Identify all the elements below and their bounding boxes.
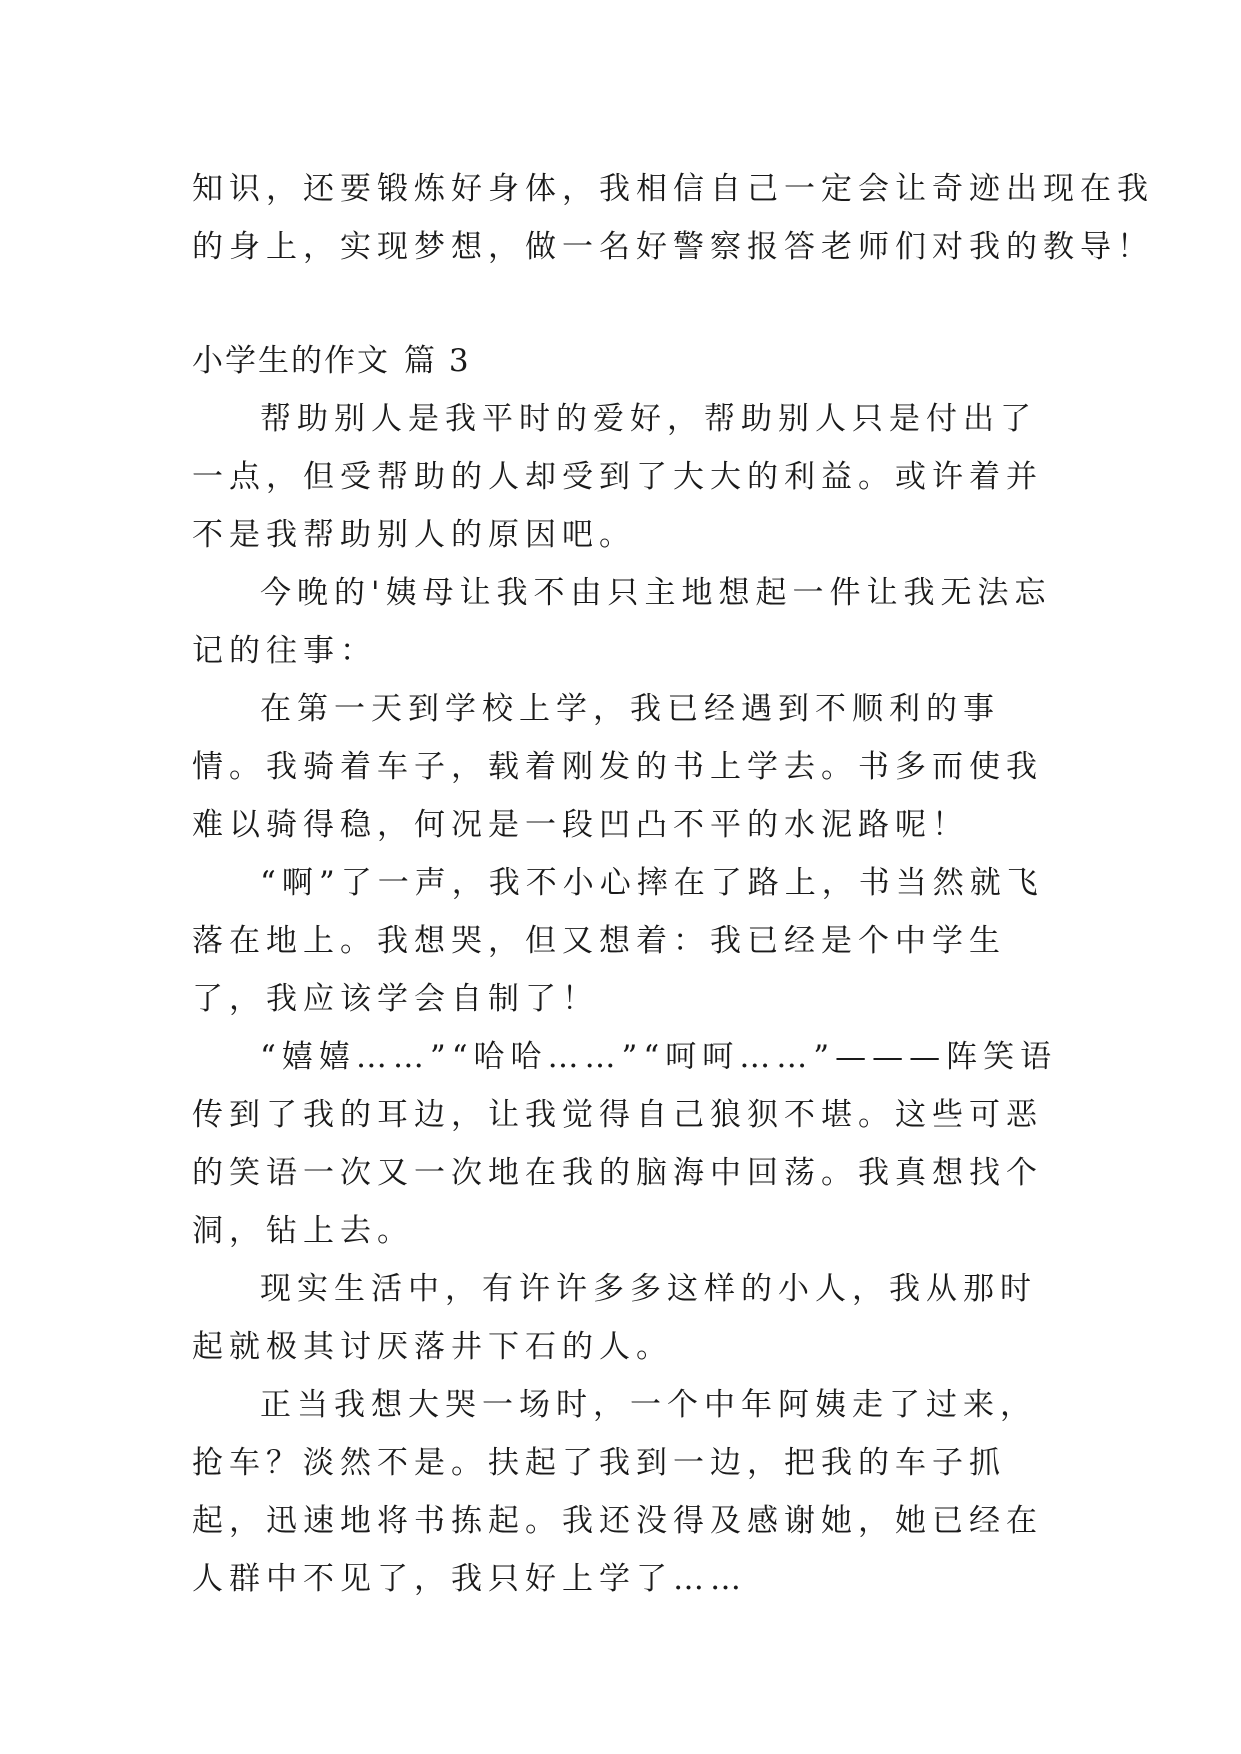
paragraph: “嬉嬉……”“哈哈……”“呵呵……”———阵笑语传到了我的耳边，让我觉得自己狼狈不堪。这些可恶的笑语一次又一次地在我的脑海中回荡。我真想找个洞，钻上去。: [192, 1039, 1058, 1249]
paragraph: 今晚的'姨母让我不由只主地想起一件让我无法忘记的往事：: [192, 575, 1052, 669]
section-gap: [192, 276, 1062, 332]
continuation-line: 知识，还要锻炼好身体，我相信自己一定会让奇迹出现在我: [192, 171, 1154, 207]
document-body: [192, 160, 1154, 1608]
section-label: 篇 3: [404, 343, 471, 379]
continuation-line: 的身上，实现梦想，做一名好警察报答老师们对我的教导！: [192, 229, 1154, 265]
paragraph: “啊”了一声，我不小心摔在了路上，书当然就飞落在地上。我想哭，但又想着：我已经是个中学生了，我应该学会自制了！: [192, 865, 1044, 1017]
paragraph: 正当我想大哭一场时，一个中年阿姨走了过来，抢车？淡然不是。扶起了我到一边，把我的车子抓起，迅速地将书拣起。我还没得及感谢她，她已经在人群中不见了，我只好上学了……: [192, 1387, 1043, 1597]
paragraph: 帮助别人是我平时的爱好，帮助别人只是付出了一点，但受帮助的人却受到了大大的利益。或许着并不是我帮助别人的原因吧。: [192, 401, 1043, 553]
paragraph: 在第一天到学校上学，我已经遇到不顺利的事情。我骑着车子，载着刚发的书上学去。书多而使我难以骑得稳，何况是一段凹凸不平的水泥路呢！: [192, 691, 1043, 843]
section-heading: [192, 332, 1062, 390]
section-title: 小学生的作文: [192, 343, 390, 379]
paragraph: 现实生活中，有许许多多这样的小人，我从那时起就极其讨厌落井下石的人。: [192, 1271, 1037, 1365]
